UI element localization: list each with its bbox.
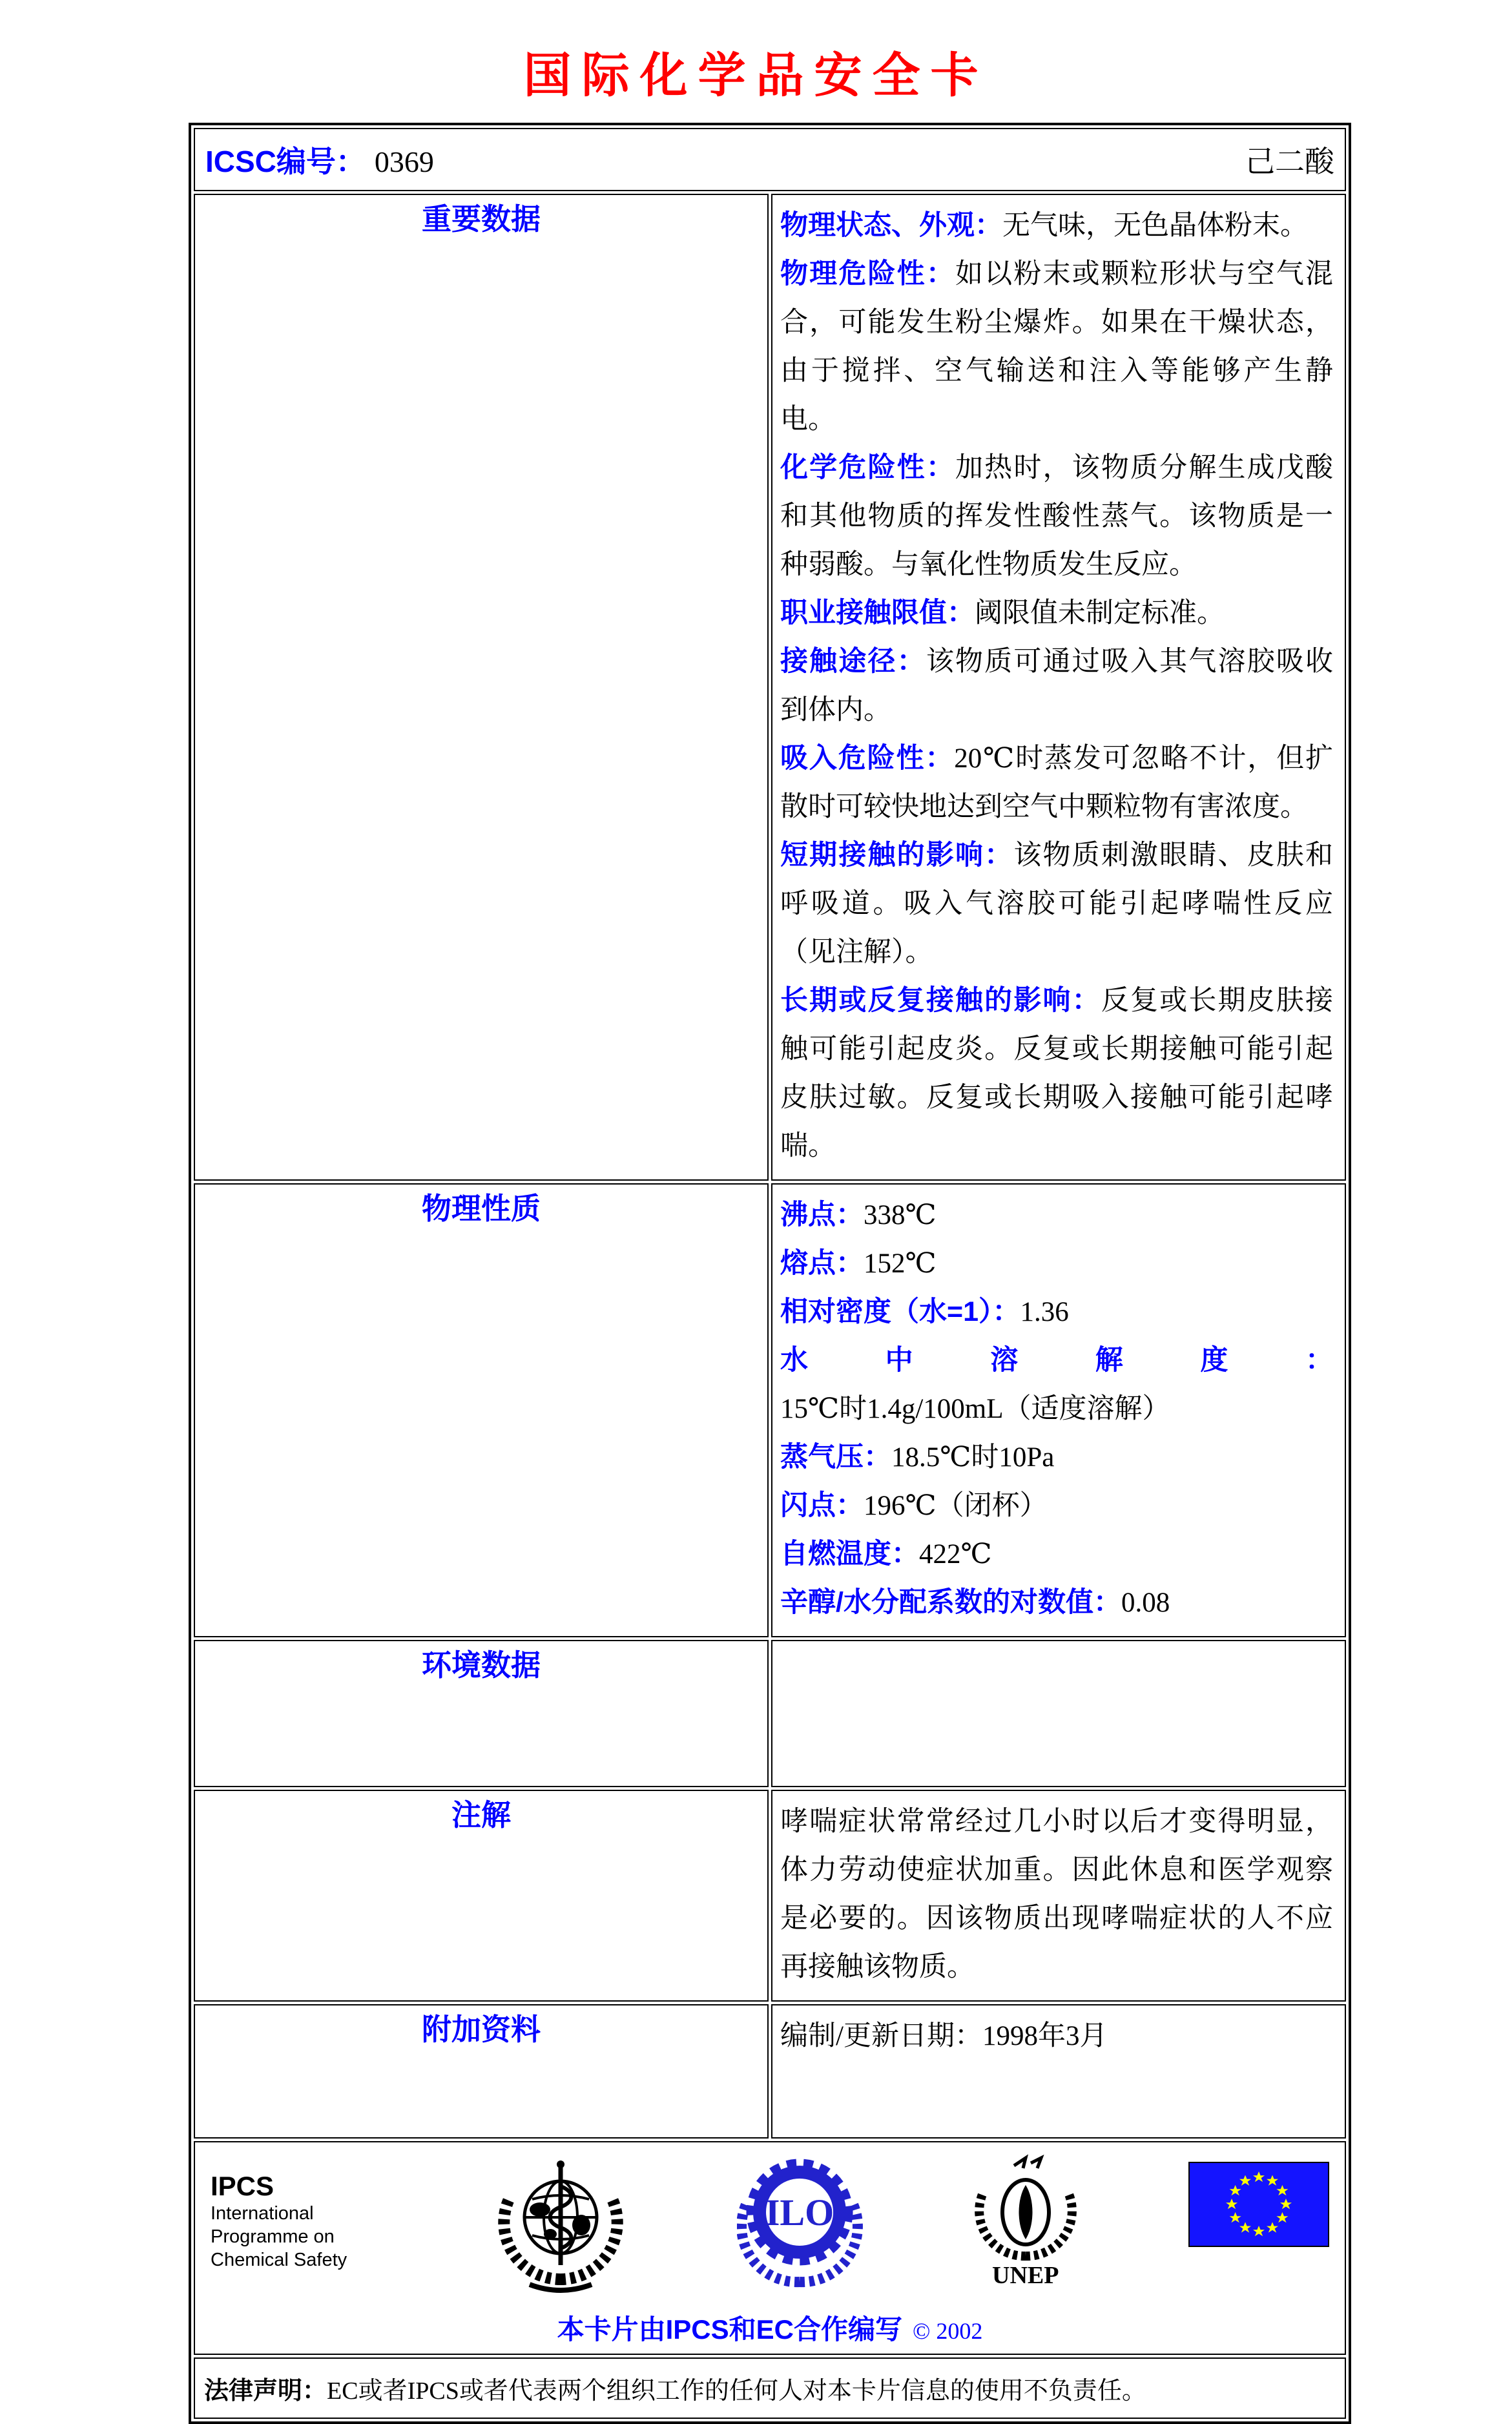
item-text: 该物质可通过吸入其气溶胶吸收到体内。 — [780, 647, 1334, 725]
item-label: 相对密度（水=1）： — [780, 1296, 1020, 1327]
organizations-footer — [194, 2141, 1346, 2355]
who-logo-icon — [496, 2153, 625, 2300]
ilo-letters: ILO — [765, 2191, 834, 2233]
chemical-name: 己二酸 — [1245, 145, 1334, 178]
item-text: 18.5℃时10Pa — [891, 1442, 1055, 1473]
property-item — [780, 1191, 1333, 1239]
item-label: 物理状态、外观： — [780, 210, 1002, 241]
unep-logo-icon — [974, 2153, 1077, 2288]
data-item — [780, 734, 1333, 831]
item-label: 短期接触的影响： — [780, 840, 1014, 871]
item-text: 0.08 — [1121, 1588, 1170, 1618]
section-label-important-data: 重要数据 — [422, 202, 541, 236]
section-label-environmental-data: 环境数据 — [422, 1648, 541, 1682]
item-text: 15℃时1.4g/100mL（适度溶解） — [780, 1394, 1170, 1424]
property-item — [780, 1579, 1333, 1627]
data-item — [780, 637, 1333, 734]
section-label-additional-info: 附加资料 — [422, 2013, 541, 2046]
item-label: 长期或反复接触的影响： — [780, 985, 1101, 1016]
property-item — [780, 1482, 1333, 1530]
item-label: 蒸气压： — [780, 1442, 891, 1473]
item-text: 如以粉末或颗粒形状与空气混合，可能发生粉尘爆炸。如果在干燥状态，由于搅拌、空气输送和注入等能够产生静电。 — [780, 259, 1333, 435]
item-text: 152℃ — [864, 1248, 937, 1279]
section-label-cell-physical-properties — [194, 1183, 769, 1637]
ipcs-subtitle-line: Chemical Safety — [211, 2250, 347, 2270]
item-label: 物理危险性： — [780, 258, 955, 289]
item-label: 接触途径： — [780, 646, 926, 677]
safety-card-table — [189, 123, 1351, 2424]
item-text: 196℃（闭杯） — [864, 1491, 1048, 1521]
icsc-number-label: ICSC编号： — [205, 145, 366, 178]
item-text: 反复或长期皮肤接触可能引起皮炎。反复或长期接触可能引起皮肤过敏。反复或长期吸入接触可能引起哮喘。 — [780, 986, 1334, 1161]
item-label: 辛醇/水分配系数的对数值： — [780, 1587, 1121, 1618]
section-label-cell-additional-info — [194, 2004, 769, 2139]
item-label: 自燃温度： — [780, 1538, 919, 1569]
data-item — [780, 444, 1333, 589]
icsc-number-group — [205, 138, 434, 181]
additional-info-paragraph: 编制/更新日期：1998年3月 — [780, 2021, 1108, 2051]
item-text: 无气味，无色晶体粉末。 — [1002, 211, 1308, 241]
notes-paragraph: 哮喘症状常常经过几小时以后才变得明显，体力劳动使症状加重。因此休息和医学观察是必要的。因该物质出现哮喘症状的人不应再接触该物质。 — [780, 1807, 1333, 1982]
page-title: 国际化学品安全卡 — [523, 50, 989, 103]
item-text: 20℃时蒸发可忽略不计，但扩散时可较快地达到空气中颗粒物有害浓度。 — [780, 743, 1333, 822]
eu-flag-icon — [1188, 2162, 1329, 2247]
property-item — [780, 1336, 1333, 1433]
item-text: 加热时，该物质分解生成戊酸和其他物质的挥发性酸性蒸气。该物质是一种弱酸。与氧化性物质发生反应。 — [780, 453, 1333, 580]
legal-notice-label: 法律声明： — [204, 2377, 327, 2405]
item-label: 沸点： — [780, 1199, 864, 1230]
icsc-number: 0369 — [374, 145, 434, 178]
ipcs-wordmark — [211, 2171, 385, 2272]
ilo-logo-icon — [737, 2153, 863, 2295]
legal-notice-text: EC或者IPCS或者代表两个组织工作的任何人对本卡片信息的使用不负责任。 — [327, 2377, 1146, 2405]
data-item — [780, 977, 1333, 1170]
unep-word: UNEP — [992, 2262, 1059, 2289]
cooperation-caption — [211, 2308, 1329, 2347]
ipcs-subtitle-line: Programme on — [211, 2226, 335, 2247]
property-item — [780, 1288, 1333, 1336]
section-content-environmental-data — [771, 1640, 1346, 1787]
item-label: 吸入危险性： — [780, 743, 955, 774]
ipcs-title: IPCS — [211, 2171, 274, 2201]
section-label-cell-important-data — [194, 194, 769, 1181]
caption-text: 本卡片由IPCS和EC合作编写 — [557, 2314, 902, 2345]
item-text: 1.36 — [1020, 1297, 1069, 1327]
item-text: 阈限值未制定标准。 — [975, 598, 1225, 628]
item-label: 化学危险性： — [780, 452, 955, 483]
section-label-physical-properties: 物理性质 — [422, 1192, 541, 1225]
item-label: 职业接触限值： — [780, 597, 975, 628]
item-text: 338℃ — [864, 1200, 937, 1230]
section-label-notes: 注解 — [451, 1798, 511, 1832]
section-content-important-data — [771, 194, 1346, 1181]
item-text: 422℃ — [919, 1539, 992, 1569]
data-item — [780, 589, 1333, 637]
property-item — [780, 1433, 1333, 1482]
section-label-cell-environmental-data — [194, 1640, 769, 1787]
data-item — [780, 250, 1333, 444]
section-content-physical-properties — [771, 1183, 1346, 1637]
property-item — [780, 1530, 1333, 1579]
copyright-text: © 2002 — [913, 2318, 983, 2344]
property-item — [780, 1239, 1333, 1288]
section-content-notes — [771, 1790, 1346, 2002]
data-item — [780, 831, 1333, 977]
icsc-header-row — [194, 128, 1346, 191]
item-label: 闪点： — [780, 1490, 864, 1521]
section-content-additional-info — [771, 2004, 1346, 2139]
item-label: 熔点： — [780, 1248, 864, 1279]
ipcs-subtitle-line: International — [211, 2203, 314, 2224]
item-label: 水中溶解度： — [780, 1345, 1333, 1376]
legal-notice-row — [194, 2357, 1346, 2419]
data-item — [780, 202, 1333, 250]
section-label-cell-notes — [194, 1790, 769, 2002]
item-text: 该物质刺激眼睛、皮肤和呼吸道。吸入气溶胶可能引起哮喘性反应（见注解）。 — [780, 840, 1334, 968]
